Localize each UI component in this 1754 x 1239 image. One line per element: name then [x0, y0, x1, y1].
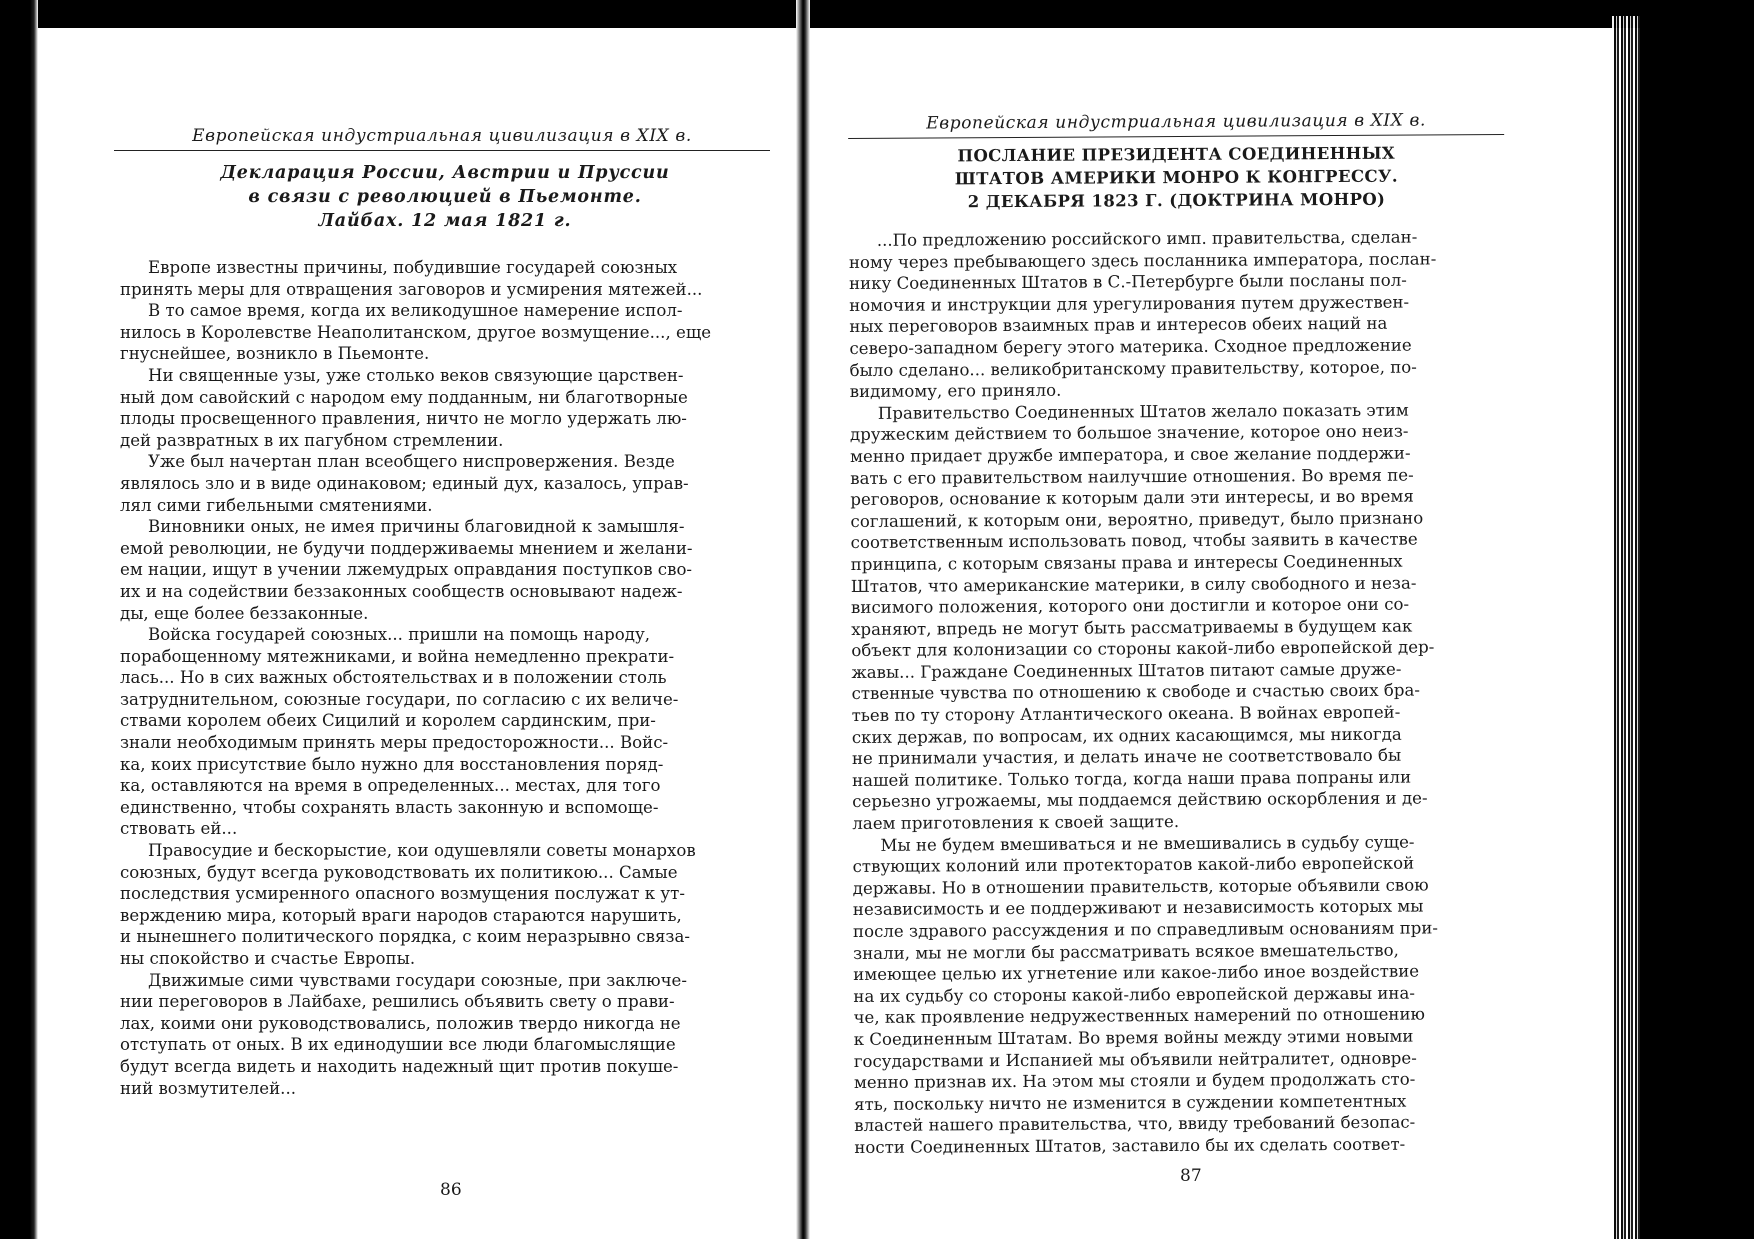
right-document-title: [848, 141, 1504, 214]
text-line: емой революции, не будучи поддерживаемы мнением и желани-: [120, 538, 693, 558]
text-line: висимого положения, которого они достигли и которое они со-: [850, 594, 1410, 618]
text-line: нилось в Королевстве Неаполитанском, другое возмущение..., еще: [120, 322, 712, 342]
text-line: ствующих колоний или протекторатов какой-либо европейской: [852, 853, 1415, 877]
text-line: государствами и Испанией мы объявили нейтралитет, одновре-: [853, 1048, 1417, 1071]
text-line: ственные чувства по отношению к свободе и счастью своих бра-: [851, 680, 1421, 704]
left-running-header: Европейская индустриальная цивилизация в XIX в.: [114, 124, 770, 151]
text-line: плоды просвещенного правления, ничто не могло удержать лю-: [120, 409, 687, 429]
text-line: ствами королем обеих Сицилий и королем сардинским, при-: [120, 711, 656, 731]
text-line: соответственным использовать повод, чтобы заявить в качестве: [850, 529, 1418, 553]
text-line: имеющее целью их угнетение или какое-либо иное воздействие: [853, 961, 1420, 985]
text-line: отступать от оных. В их единодушии все люди благомыслящие: [120, 1035, 676, 1055]
text-line: лась... Но в сих важных обстоятельствах и в положении столь: [120, 668, 667, 688]
text-line: на их судьбу со стороны какой-либо европейской державы ина-: [853, 983, 1415, 1006]
text-line: ности Соединенных Штатов, заставило бы их сделать соответ-: [854, 1134, 1406, 1157]
text-line: номочия и инструкции для урегулирования путем дружествен-: [849, 292, 1410, 315]
text-line: принципа, с которым связаны права и интересы Соединенных: [850, 551, 1403, 574]
text-line: лах, коими они руководствовались, положив твердо никогда не: [120, 1013, 681, 1033]
text-line: гнуснейшее, возникло в Пьемонте.: [120, 344, 430, 364]
text-line: не принимали участия, и делать иначе не соответствовало бы: [851, 745, 1402, 769]
title-line: ПОСЛАНИЕ ПРЕЗИДЕНТА СОЕДИНЕННЫХ: [957, 143, 1396, 166]
text-line: менно придает дружбе императора, и свое желание поддержи-: [850, 443, 1411, 466]
text-line: серьезно угрожаемы, мы поддаемся действию оскорбления и де-: [852, 788, 1428, 812]
text-line: че, как проявление недружественных намерений по отношению: [853, 1004, 1426, 1028]
text-line: жавы... Граждане Соединенных Штатов питают самые друже-: [851, 659, 1402, 682]
text-line: Штатов, что американские материки, в силу свободного и неза-: [850, 573, 1417, 596]
text-line: будут всегда видеть и находить надежный щит против покуше-: [120, 1056, 679, 1076]
text-line: лял сими гибельными смятениями.: [120, 495, 433, 515]
text-line: ...По предложению российского имп. правительства, сделан-: [876, 227, 1418, 250]
text-line: лаем приготовления к своей защите.: [852, 812, 1180, 834]
title-line: в связи с революцией в Пьемонте.: [248, 187, 642, 207]
text-line: знали необходимым принять меры предосторожности... Войс-: [120, 733, 669, 753]
text-line: ному через пребывающего здесь посланника императора, послан-: [848, 249, 1437, 272]
text-line: принять меры для отвращения заговоров и усмирения мятежей...: [120, 279, 703, 299]
text-line: ских держав, по вопросам, их одних касающимся, мы никогда: [851, 724, 1402, 747]
text-line: Правосудие и бескорыстие, кои одушевляли советы монархов: [148, 841, 696, 861]
text-line: державы. Но в отношении правительств, которые объявили свою: [852, 875, 1429, 898]
text-line: ка, оставляются на время в определенных... местах, для того: [120, 776, 661, 796]
scan-left-border: [0, 0, 38, 1239]
text-line: Ни священные узы, уже столько веков связующие царствен-: [148, 365, 684, 385]
text-line: нику Соединенных Штатов в С.-Петербурге были посланы пол-: [848, 270, 1407, 294]
right-page-number: 87: [1180, 1166, 1202, 1186]
text-line: объект для колонизации со стороны какой-либо европейской дер-: [851, 637, 1435, 661]
text-line: властей нашего правительства, что, ввиду требований безопас-: [854, 1112, 1416, 1136]
text-line: к Соединенным Штатам. Во время войны между этими новыми: [853, 1026, 1414, 1049]
text-line: вать с его правительством наилучшие отношения. Во время пе-: [850, 465, 1414, 488]
text-line: было сделано... великобританскому правительству, которое, по-: [849, 357, 1417, 380]
text-line: ды, еще более беззаконные.: [120, 603, 369, 623]
title-line: ШТАТОВ АМЕРИКИ МОНРО К КОНГРЕССУ.: [954, 166, 1398, 189]
text-line: затруднительном, союзные государи, по согласию с их величе-: [120, 689, 679, 709]
text-line: Движимые сими чувствами государи союзные, при заключе-: [148, 970, 687, 990]
text-line: дей развратных в их пагубном стремлении.: [120, 430, 504, 450]
text-line: В то самое время, когда их великодушное намерение испол-: [148, 301, 683, 321]
book-gutter: [796, 0, 810, 1239]
text-line: единственно, чтобы сохранять власть законную и вспомоще-: [120, 797, 659, 817]
title-line: 2 ДЕКАБРЯ 1823 Г. (ДОКТРИНА МОНРО): [967, 189, 1386, 212]
text-line: после здравого рассуждения и по справедливым основаниям при-: [852, 918, 1439, 941]
text-line: северо-западном берегу этого материка. Сходное предложение: [849, 335, 1412, 358]
text-line: ем нации, ищут в учении лжемудрых оправдания поступков сво-: [120, 560, 693, 580]
text-line: Войска государей союзных... пришли на помощь народу,: [148, 625, 650, 645]
title-line: Декларация России, Австрии и Пруссии: [220, 163, 670, 183]
text-line: храняют, впредь не могут быть рассматриваемы в будущем как: [851, 616, 1413, 639]
text-line: верждению мира, который враги народов стараются нарушить,: [120, 905, 682, 925]
text-line: их и на содействии беззаконных сообществ основывают надеж-: [120, 581, 683, 601]
text-line: Виновники оных, не имея причины благовидной к замышля-: [148, 517, 685, 537]
text-line: нии переговоров в Лайбахе, решились объявить свету о прави-: [120, 992, 675, 1012]
text-line: ный дом савойский с народом ему подданным, ни благотворные: [120, 387, 688, 407]
text-line: Мы не будем вмешиваться и не вмешивались в судьбу суще-: [880, 832, 1415, 855]
scan-top-border: [0, 0, 1754, 28]
left-document-title: [120, 161, 770, 233]
text-line: дружеским действием то большое значение, которое оно неиз-: [849, 421, 1409, 445]
right-running-header: Европейская индустриальная цивилизация в XIX в.: [848, 108, 1504, 139]
right-page: [848, 108, 1510, 1159]
text-line: ний возмутителей...: [120, 1078, 296, 1098]
text-line: Уже был начертан план всеобщего ниспровержения. Везде: [148, 452, 675, 472]
text-line: тьев по ту сторону Атлантического океана. В войнах европей-: [851, 702, 1401, 726]
left-page-number: 86: [440, 1180, 462, 1200]
text-line: менно признав их. На этом мы стояли и будем продолжать сто-: [853, 1069, 1416, 1093]
text-line: союзных, будут всегда руководствовать их политикою... Самые: [120, 862, 678, 882]
text-line: видимому, его приняло.: [849, 380, 1062, 402]
text-line: последствия усмиренного опасного возмущения послужат к ут-: [120, 884, 685, 904]
text-line: ка, коих присутствие было нужно для восстановления поряд-: [120, 754, 664, 774]
right-body-text: [849, 226, 1511, 1159]
text-line: порабощенному мятежниками, и война немедленно прекрати-: [120, 646, 675, 666]
text-line: Европе известны причины, побудившие государей союзных: [148, 258, 678, 277]
text-line: знали, мы не могли бы рассматривать всякое вмешательство,: [853, 940, 1399, 963]
text-line: ных переговоров взаимных прав и интересов обеих наций на: [849, 314, 1388, 337]
left-body-text: [120, 257, 770, 1099]
title-line: Лайбах. 12 мая 1821 г.: [318, 211, 572, 231]
text-line: ять, поскольку ничто не изменится в суждении компетентных: [854, 1091, 1407, 1114]
scan-right-border: [1640, 0, 1754, 1239]
text-line: независимость и ее поддерживают и независимость которых мы: [852, 896, 1424, 920]
text-line: ствовать ей...: [120, 819, 238, 839]
text-line: реговоров, основание к которым дали эти интересы, и во время: [850, 486, 1414, 510]
left-page: [120, 124, 770, 1099]
text-line: ны спокойство и счастье Европы.: [120, 949, 416, 968]
text-line: соглашений, к которым они, вероятно, приведут, было признано: [850, 508, 1424, 531]
text-line: Правительство Соединенных Штатов желало показать этим: [877, 400, 1409, 423]
text-line: являлось зло и в виде одинаковом; единый дух, казалось, управ-: [120, 473, 689, 493]
text-line: и нынешнего политического порядка, с коим неразрывно связа-: [120, 927, 690, 947]
text-line: нашей политике. Только тогда, когда наши права попраны или: [852, 767, 1412, 790]
